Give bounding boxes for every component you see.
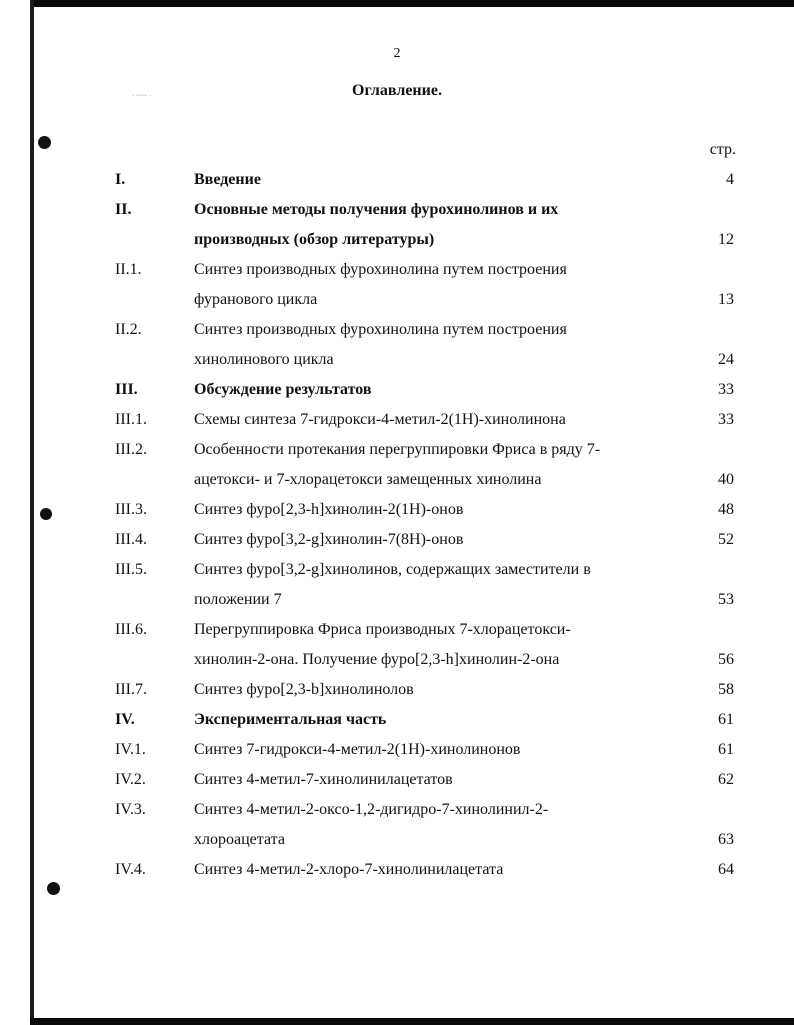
toc-entry-title: Синтез 7-гидрокси-4-метил-2(1Н)-хинолинонов <box>194 741 521 758</box>
toc-entry-page: 63 <box>718 831 734 848</box>
toc-entry-title: Основные методы получения фурохинолинов и их <box>194 201 559 218</box>
toc-entry-page: 33 <box>718 411 734 428</box>
toc-entry-number: II. <box>115 201 132 218</box>
toc-entry-line <box>0 165 794 195</box>
scan-border-bottom <box>30 1018 794 1025</box>
toc-entry-title: Синтез 4-метил-2-оксо-1,2-дигидро-7-хинолинил-2- <box>194 801 549 818</box>
toc-entry <box>0 855 794 885</box>
toc-entry-title: Синтез производных фурохинолина путем построения <box>194 261 567 278</box>
toc-entry-title: ацетокси- и 7-хлорацетокси замещенных хинолина <box>194 471 542 488</box>
toc-entry-title: Особенности протекания перегруппировки Фриса в ряду 7- <box>194 441 601 458</box>
toc-entry-number: III.3. <box>115 501 147 518</box>
toc-entry-title: производных (обзор литературы) <box>194 231 435 248</box>
toc-entry-line <box>0 315 794 345</box>
toc-entry-number: III. <box>115 381 138 398</box>
toc-entry-page: 4 <box>726 171 734 188</box>
scan-noise-mark: · ~~~ · <box>132 92 152 100</box>
toc-entry-title: хинолинового цикла <box>194 351 334 368</box>
toc-entry-number: I. <box>115 171 126 188</box>
toc-entry-page: 53 <box>718 591 734 608</box>
toc-entry-line <box>0 825 794 855</box>
toc-entry-title: хинолин-2-она. Получение фуро[2,3-h]хинолин-2-она <box>194 651 560 668</box>
table-of-contents <box>0 165 794 885</box>
toc-entry-line <box>0 225 794 255</box>
toc-entry-page: 61 <box>718 711 734 728</box>
toc-entry-number: III.1. <box>115 411 147 428</box>
toc-entry <box>0 795 794 855</box>
toc-entry-title: положении 7 <box>194 591 282 608</box>
toc-entry-line <box>0 435 794 465</box>
toc-entry <box>0 405 794 435</box>
toc-entry-line <box>0 465 794 495</box>
toc-entry-number: II.1. <box>115 261 142 278</box>
toc-entry <box>0 435 794 495</box>
toc-entry <box>0 375 794 405</box>
toc-entry-title: Синтез 4-метил-7-хинолинилацетатов <box>194 771 453 788</box>
toc-entry-line <box>0 285 794 315</box>
toc-entry-page: 62 <box>718 771 734 788</box>
toc-entry-title: Синтез фуро[3,2-g]хинолин-7(8Н)-онов <box>194 531 464 548</box>
toc-entry-page: 13 <box>718 291 734 308</box>
toc-entry-line <box>0 735 794 765</box>
toc-entry-page: 33 <box>718 381 734 398</box>
toc-entry-number: IV.1. <box>115 741 146 758</box>
toc-entry-number: III.5. <box>115 561 147 578</box>
punch-hole-mark <box>38 136 51 149</box>
toc-title: Оглавление. <box>352 82 442 99</box>
toc-entry-page: 12 <box>718 231 734 248</box>
toc-entry-line <box>0 495 794 525</box>
toc-entry-line <box>0 765 794 795</box>
toc-entry-line <box>0 795 794 825</box>
toc-entry-line <box>0 195 794 225</box>
toc-entry <box>0 555 794 615</box>
toc-entry-page: 64 <box>718 861 734 878</box>
toc-entry-line <box>0 645 794 675</box>
toc-entry <box>0 705 794 735</box>
toc-entry-title: фуранового цикла <box>194 291 318 308</box>
toc-entry-page: 48 <box>718 501 734 518</box>
toc-entry-title: хлороацетата <box>194 831 285 848</box>
toc-entry-line <box>0 615 794 645</box>
toc-entry-line <box>0 255 794 285</box>
toc-entry-title: Синтез фуро[2,3-h]хинолин-2(1Н)-онов <box>194 501 464 518</box>
toc-entry <box>0 255 794 315</box>
page-number: 2 <box>393 46 401 61</box>
toc-entry-line <box>0 405 794 435</box>
toc-entry <box>0 765 794 795</box>
toc-entry <box>0 165 794 195</box>
toc-entry-page: 52 <box>718 531 734 548</box>
toc-entry <box>0 615 794 675</box>
toc-entry-line <box>0 855 794 885</box>
toc-entry-title: Синтез 4-метил-2-хлоро-7-хинолинилацетата <box>194 861 504 878</box>
toc-entry <box>0 735 794 765</box>
toc-entry-page: 40 <box>718 471 734 488</box>
toc-entry-number: IV.4. <box>115 861 146 878</box>
toc-entry <box>0 315 794 375</box>
toc-entry-line <box>0 555 794 585</box>
toc-entry-line <box>0 675 794 705</box>
toc-entry <box>0 675 794 705</box>
toc-entry-title: Обсуждение результатов <box>194 381 372 398</box>
toc-entry-number: IV. <box>115 711 135 728</box>
toc-entry-number: IV.2. <box>115 771 146 788</box>
toc-entry-line <box>0 585 794 615</box>
toc-entry <box>0 495 794 525</box>
toc-entry <box>0 525 794 555</box>
toc-entry-page: 58 <box>718 681 734 698</box>
toc-entry-title: Синтез производных фурохинолина путем построения <box>194 321 567 338</box>
toc-entry-line <box>0 705 794 735</box>
toc-entry-title: Схемы синтеза 7-гидрокси-4-метил-2(1Н)-хинолинона <box>194 411 566 428</box>
toc-entry-title: Перегруппировка Фриса производных 7-хлорацетокси- <box>194 621 571 638</box>
toc-entry-page: 24 <box>718 351 734 368</box>
toc-entry-title: Синтез фуро[3,2-g]хинолинов, содержащих заместители в <box>194 561 591 578</box>
toc-entry-page: 56 <box>718 651 734 668</box>
toc-entry-page: 61 <box>718 741 734 758</box>
toc-entry-number: III.6. <box>115 621 147 638</box>
toc-entry-title: Введение <box>194 171 261 188</box>
toc-entry-number: III.7. <box>115 681 147 698</box>
toc-entry-title: Синтез фуро[2,3-b]хинолинолов <box>194 681 414 698</box>
toc-entry-line <box>0 525 794 555</box>
page-column-header: стр. <box>709 141 736 158</box>
toc-entry-number: III.4. <box>115 531 147 548</box>
toc-entry-number: II.2. <box>115 321 142 338</box>
toc-entry <box>0 195 794 255</box>
toc-entry-title: Экспериментальная часть <box>194 711 387 728</box>
toc-entry-line <box>0 375 794 405</box>
toc-entry-line <box>0 345 794 375</box>
scan-border-top <box>30 0 794 7</box>
toc-entry-number: IV.3. <box>115 801 146 818</box>
toc-entry-number: III.2. <box>115 441 147 458</box>
